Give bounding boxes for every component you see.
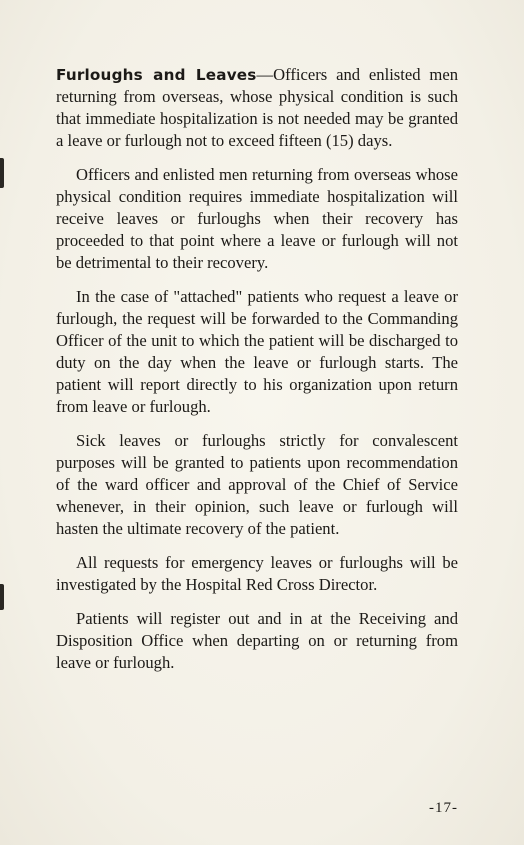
paragraph: In the case of "attached" patients who request a leave or furlough, the request will be forwarded to the Commanding Officer of the unit to which the patient will be discharged to duty on the day when the leave or furlough starts. The patient will report directly to his organization upon return from leave or furlough. — [56, 287, 458, 416]
paragraph: Officers and enlisted men returning from overseas whose physical condition requires immediate hospitalization will receive leaves or furloughs when their recovery has proceeded to that point where a leave or furlough will not be detrimental to their recovery. — [56, 165, 458, 272]
paragraph: Patients will register out and in at the Receiving and Disposition Office when departing on or returning from leave or furlough. — [56, 609, 458, 672]
paragraph-text: —Officers and enlisted men returning from overseas, whose physical condition is such that immediate hospitalization is not needed may be granted a leave or furlough not to exceed fifteen (15) days. — [56, 65, 458, 150]
body-text — [56, 64, 458, 686]
binding-mark — [0, 158, 4, 188]
paragraph — [56, 64, 458, 152]
binding-mark — [0, 584, 4, 610]
paragraph: Sick leaves or furloughs strictly for convalescent purposes will be granted to patients upon recommendation of the ward officer and approval of the Chief of Service whenever, in their opinion, such leave or furlough will hasten the ultimate recovery of the patient. — [56, 431, 458, 538]
page-number: -17- — [429, 800, 458, 816]
paragraph: All requests for emergency leaves or furloughs will be investigated by the Hospital Red Cross Director. — [56, 553, 458, 594]
section-heading: Furloughs and Leaves — [56, 66, 257, 84]
